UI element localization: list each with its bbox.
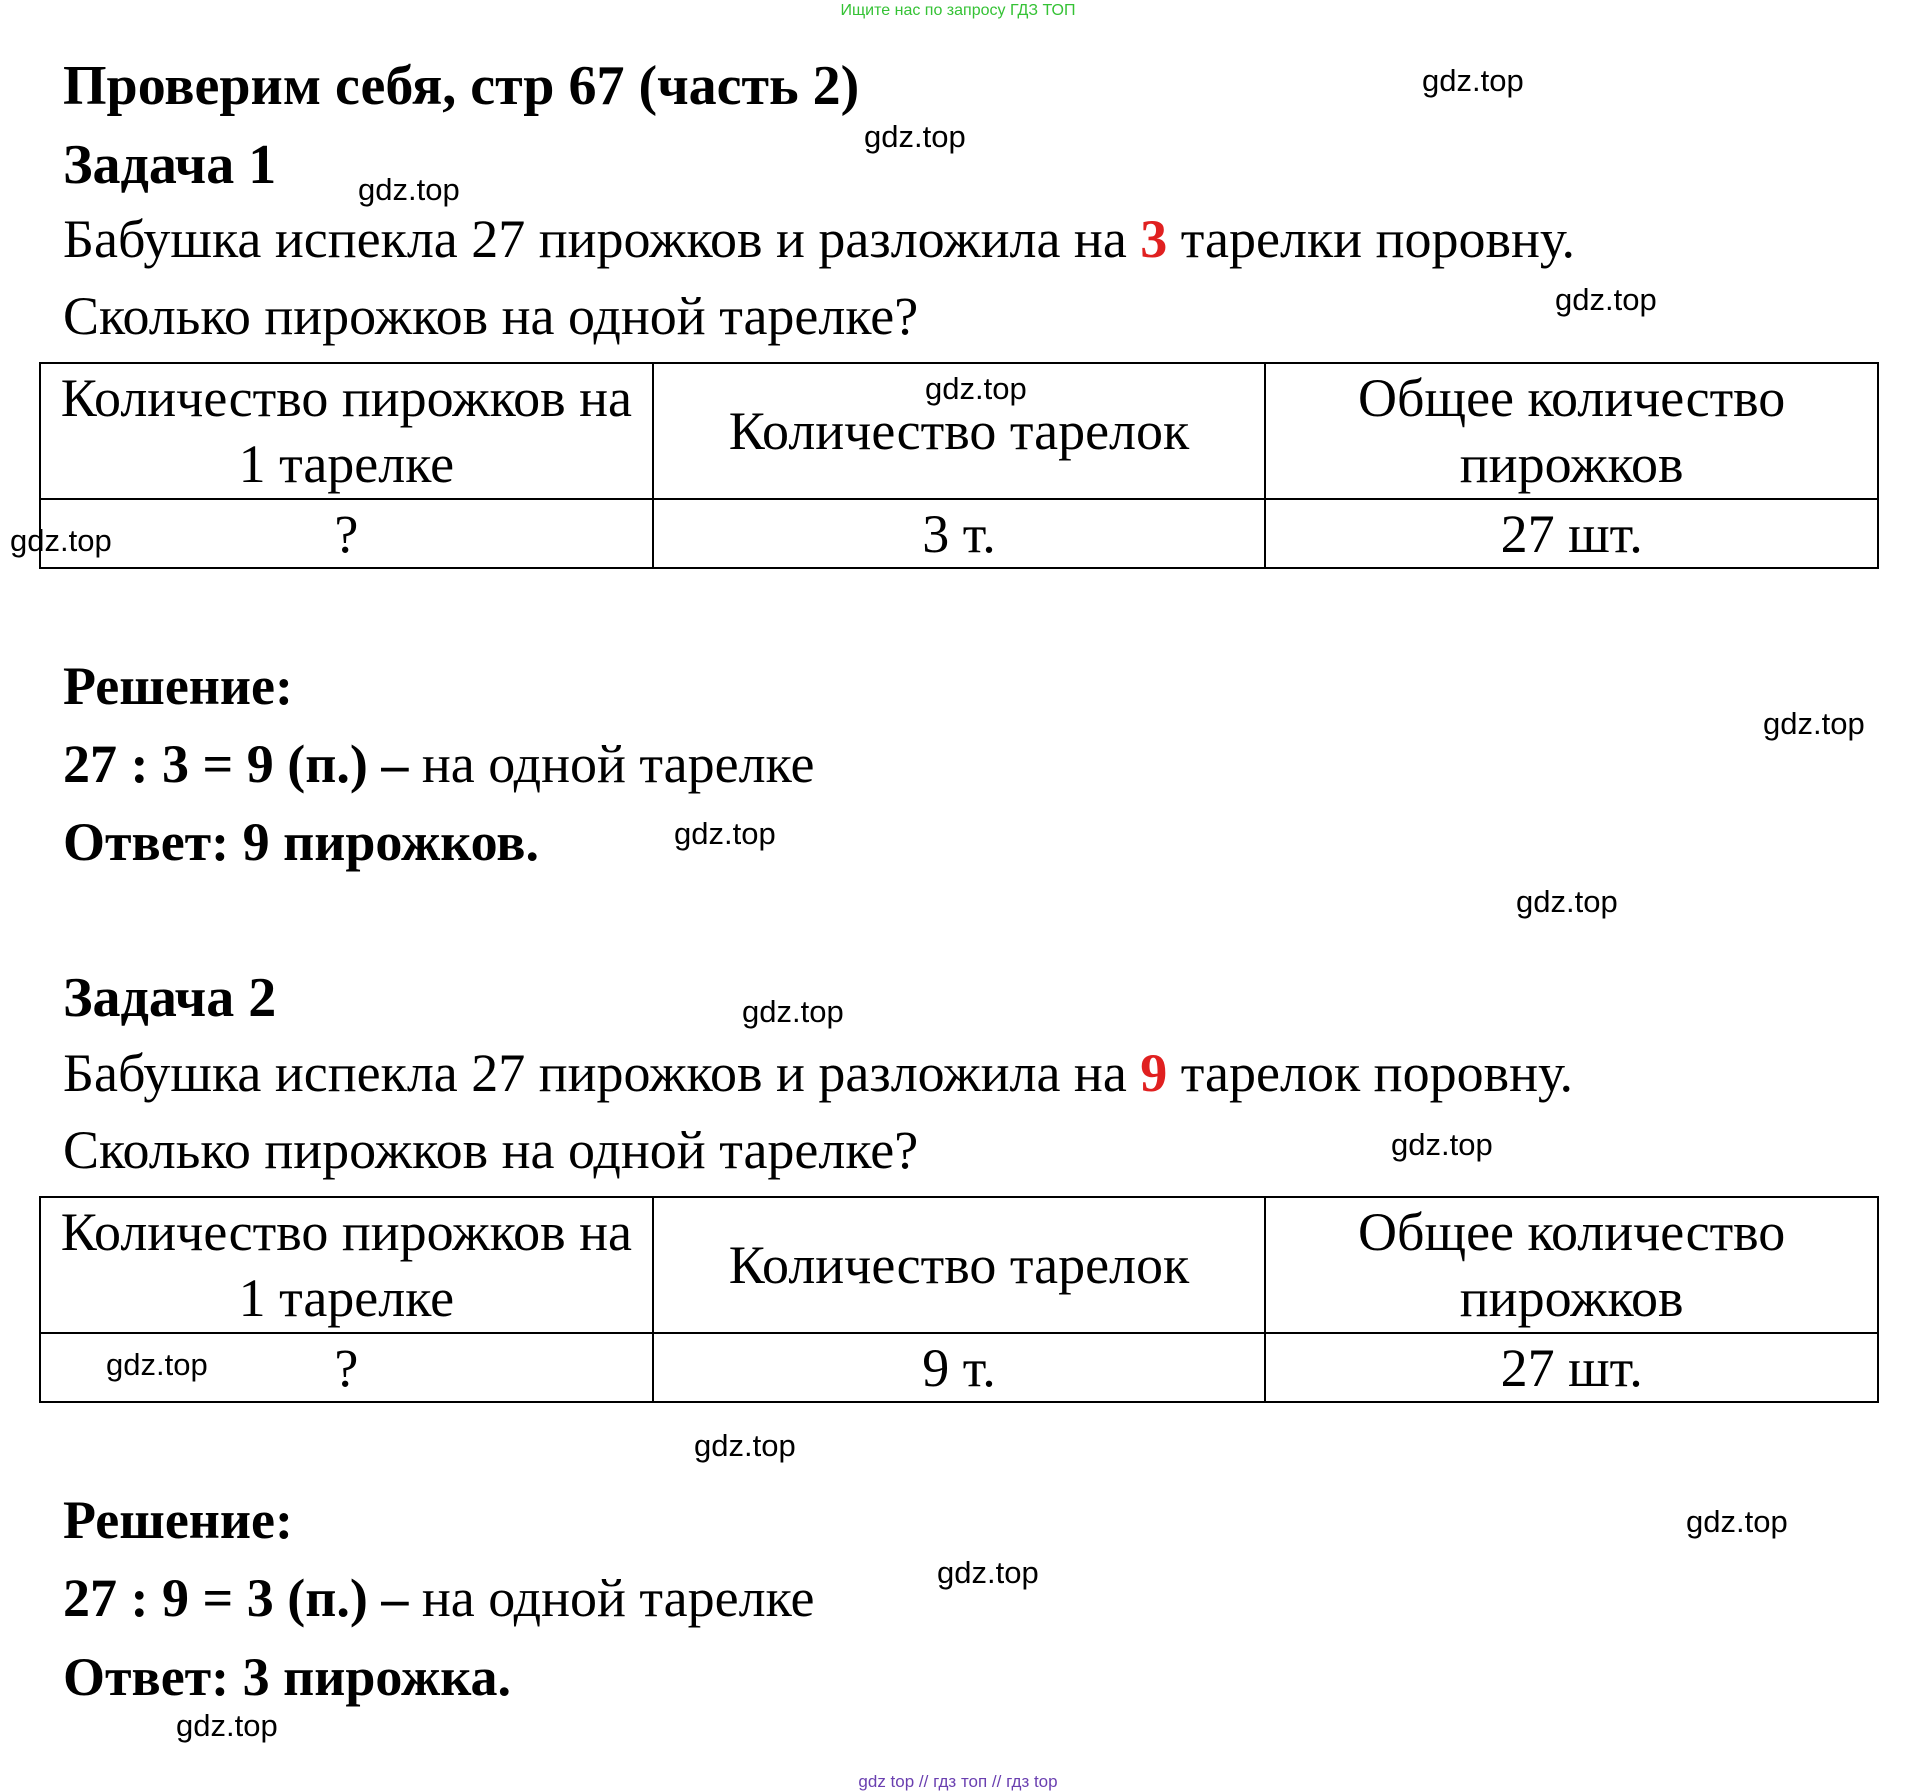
task-1-question: Сколько пирожков на одной тарелке? [63, 286, 919, 346]
watermark: gdz.top [10, 523, 112, 558]
value-cell-total: 27 шт. [1265, 1333, 1878, 1402]
table-value-row [40, 1333, 1878, 1402]
solution-text: на одной тарелке [408, 734, 815, 794]
watermark: gdz.top [1686, 1504, 1788, 1539]
problem-text-end: тарелок поровну. [1167, 1043, 1574, 1103]
solution-expression: 27 : 9 = 3 (п.) – [63, 1568, 409, 1628]
task-2-answer: Ответ: 3 пирожка. [63, 1647, 512, 1707]
watermark: gdz.top [925, 371, 1027, 406]
watermark: gdz.top [1516, 884, 1618, 919]
watermark: gdz.top [864, 119, 966, 154]
task-2-problem [63, 1043, 1574, 1103]
task-1-heading: Задача 1 [63, 134, 277, 196]
watermark: gdz.top [1391, 1127, 1493, 1162]
watermark: gdz.top [694, 1428, 796, 1463]
value-cell-plates: 3 т. [653, 499, 1266, 568]
problem-text: Бабушка испекла 27 пирожков и разложила на [63, 209, 1141, 269]
problem-highlight-number: 9 [1140, 1043, 1168, 1103]
value-cell-per-plate: ? [40, 1333, 653, 1402]
value-cell-plates: 9 т. [653, 1333, 1266, 1402]
solution-expression: 27 : 3 = 9 (п.) – [63, 734, 409, 794]
task-2-heading: Задача 2 [63, 967, 277, 1029]
header-cell-per-plate: Количество пирожков на 1 тарелке [40, 363, 653, 499]
solution-text: на одной тарелке [408, 1568, 815, 1628]
value-cell-per-plate: ? [40, 499, 653, 568]
page-title: Проверим себя, стр 67 (часть 2) [63, 55, 860, 117]
value-cell-total: 27 шт. [1265, 499, 1878, 568]
table-value-row [40, 499, 1878, 568]
watermark: gdz.top [1763, 706, 1865, 741]
problem-text-end: тарелки поровну. [1167, 209, 1575, 269]
task-1-answer: Ответ: 9 пирожков. [63, 812, 539, 872]
header-cell-plates: Количество тарелок [653, 1197, 1266, 1333]
watermark: gdz.top [937, 1555, 1039, 1590]
problem-highlight-number: 3 [1140, 209, 1168, 269]
header-cell-plates: Количество тарелок [653, 363, 1266, 499]
watermark: gdz.top [358, 172, 460, 207]
watermark: gdz.top [674, 816, 776, 851]
top-banner: Ищите нас по запросу ГДЗ ТОП [840, 2, 1076, 19]
task-2-question: Сколько пирожков на одной тарелке? [63, 1120, 919, 1180]
task-2-table [39, 1196, 1879, 1403]
watermark: gdz.top [1555, 282, 1657, 317]
task-1-problem [63, 209, 1575, 269]
watermark: gdz.top [176, 1708, 278, 1743]
problem-text: Бабушка испекла 27 пирожков и разложила на [63, 1043, 1141, 1103]
task-1-solution-heading: Решение: [63, 656, 293, 716]
header-cell-per-plate: Количество пирожков на 1 тарелке [40, 1197, 653, 1333]
watermark: gdz.top [106, 1347, 208, 1382]
watermark: gdz.top [1422, 63, 1524, 98]
footer-links: gdz top // гдз топ // гдз top [858, 1772, 1058, 1791]
table-header-row [40, 1197, 1878, 1333]
watermark: gdz.top [742, 994, 844, 1029]
task-2-solution-line [63, 1568, 815, 1628]
task-1-solution-line [63, 734, 815, 794]
header-cell-total: Общее количество пирожков [1265, 1197, 1878, 1333]
task-2-solution-heading: Решение: [63, 1490, 293, 1550]
header-cell-total: Общее количество пирожков [1265, 363, 1878, 499]
